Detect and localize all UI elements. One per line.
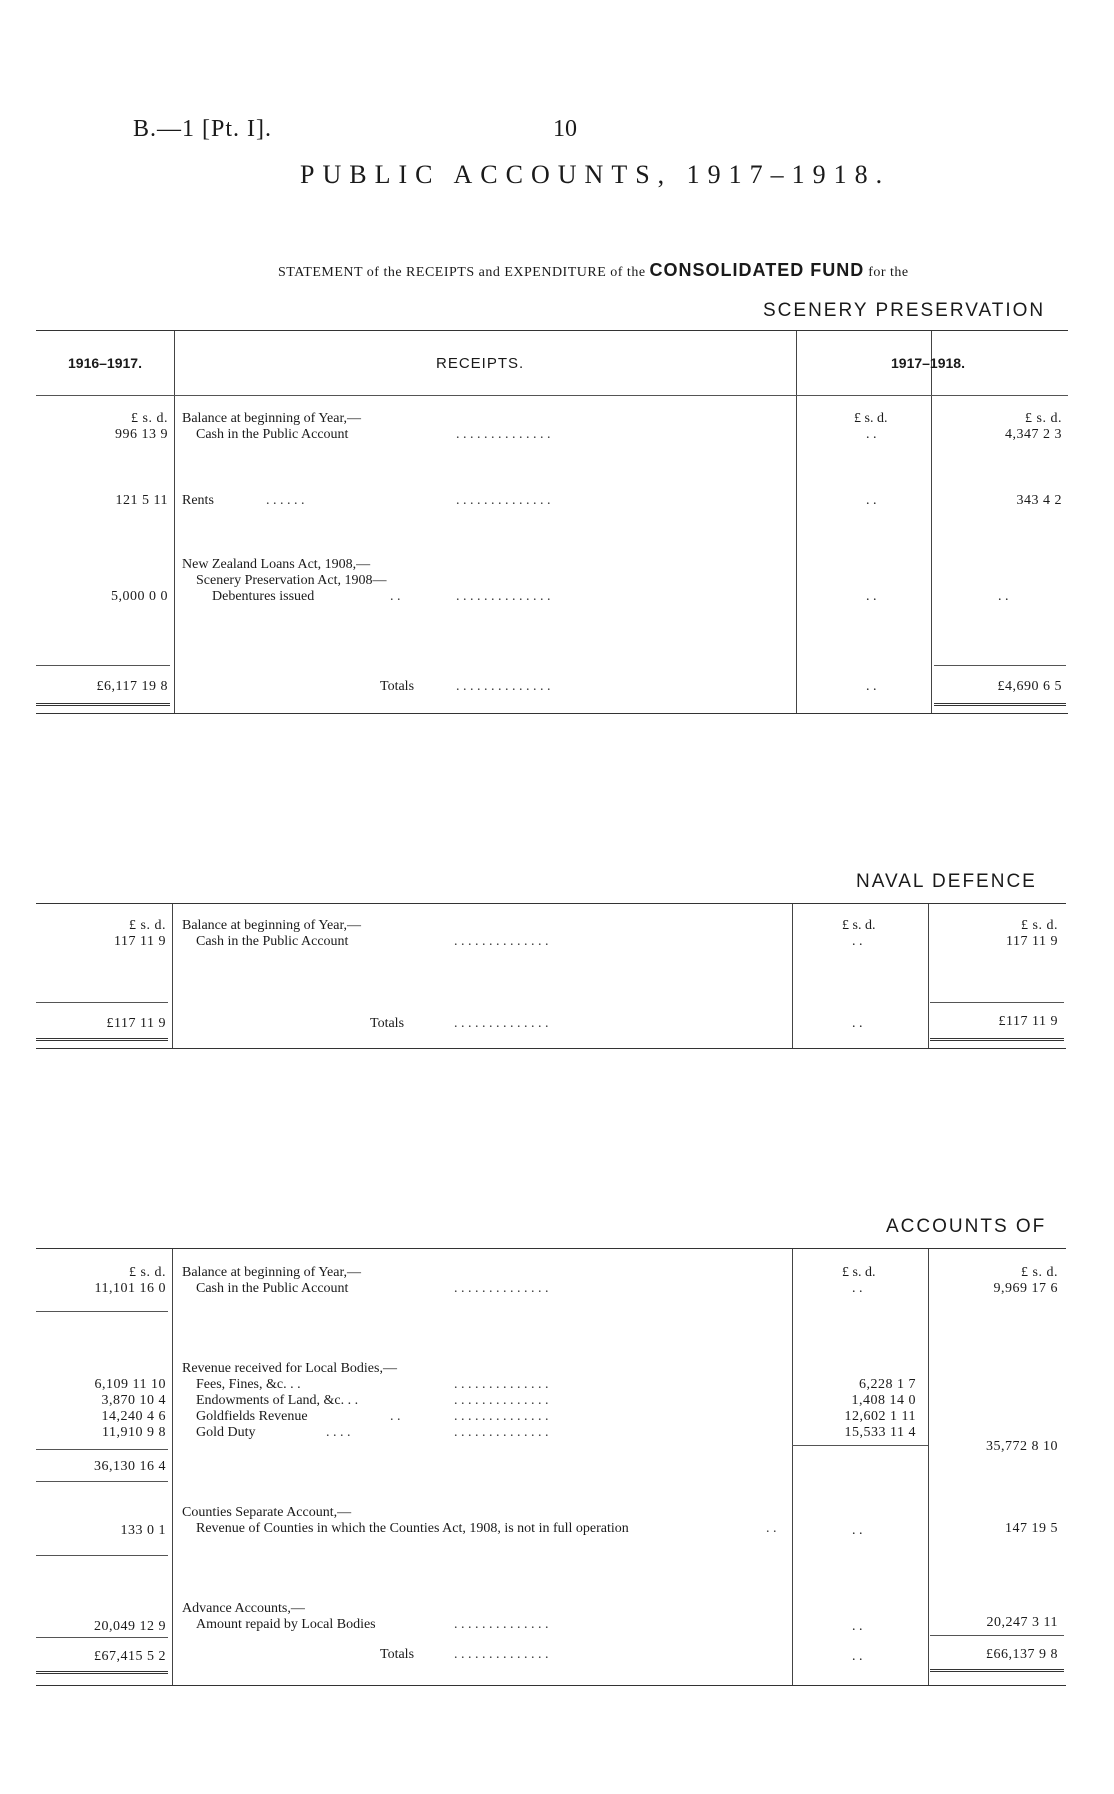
lsd-header-total: £ s. d.: [1021, 1265, 1058, 1280]
double-rule: [36, 703, 170, 706]
leader-dots: . . . . . .: [266, 493, 305, 508]
total-amount: 4,347 2 3: [1005, 427, 1062, 442]
section-title-accounts: ACCOUNTS OF: [886, 1216, 1047, 1237]
total-amount: 20,247 3 11: [986, 1615, 1058, 1630]
row-sublabel: Fees, Fines, &c. . .: [196, 1377, 301, 1392]
subtotal-rule: [36, 1449, 168, 1450]
row-label: Balance at beginning of Year,—: [182, 918, 362, 933]
row-label: Advance Accounts,—: [182, 1601, 305, 1616]
double-rule: [930, 1669, 1064, 1672]
section-title-naval: NAVAL DEFENCE: [856, 871, 1037, 892]
leader-dots: . . . . . . . . . . . . . .: [454, 1377, 549, 1392]
row-label: New Zealand Loans Act, 1908,—: [182, 557, 371, 572]
prev-amount: 3,870 10 4: [101, 1393, 166, 1408]
col-divider: [174, 331, 175, 713]
total-amount: 147 19 5: [1005, 1521, 1058, 1536]
grand-total: £117 11 9: [998, 1014, 1058, 1029]
sub-total: . .: [852, 1649, 863, 1664]
lsd-header-prev: £ s. d.: [129, 918, 166, 933]
row-sublabel: Debentures issued: [212, 589, 315, 604]
sub-amount: . .: [852, 1523, 863, 1538]
sub-amount: 12,602 1 11: [844, 1409, 916, 1424]
row-sublabel: Goldfields Revenue: [196, 1409, 308, 1424]
page-number: 10: [553, 116, 577, 142]
statement-suffix: for the: [868, 265, 909, 280]
leader-dots: . .: [766, 1521, 777, 1536]
row-sublabel: Scenery Preservation Act, 1908—: [196, 573, 387, 588]
total-amount: 9,969 17 6: [993, 1281, 1058, 1296]
sub-amount: . .: [852, 1619, 863, 1634]
lsd-header-total: £ s. d.: [1021, 918, 1058, 933]
col-divider: [172, 904, 173, 1048]
prev-amount: 11,910 9 8: [102, 1425, 166, 1440]
totals-label: Totals: [380, 1647, 415, 1662]
total-amount: 343 4 2: [1016, 493, 1062, 508]
prev-amount: 6,109 11 10: [94, 1377, 166, 1392]
double-rule: [934, 703, 1066, 706]
col-divider: [931, 331, 932, 713]
row-label: Balance at beginning of Year,—: [182, 1265, 362, 1280]
total-amount: . .: [998, 589, 1009, 604]
section-title-scenery: SCENERY PRESERVATION: [763, 300, 1046, 321]
subtotal-rule: [36, 1637, 168, 1638]
prev-amount: 133 0 1: [120, 1523, 166, 1538]
prev-total: £117 11 9: [106, 1016, 166, 1031]
sub-amount: . .: [866, 493, 877, 508]
prev-amount: 117 11 9: [114, 934, 166, 949]
document-code: B.—1 [Pt. I].: [133, 116, 272, 142]
col-divider: [792, 904, 793, 1048]
lsd-header-prev: £ s. d.: [131, 411, 168, 426]
leader-dots: . . . . . . . . . . . . . .: [454, 1393, 549, 1408]
row-sublabel: Cash in the Public Account: [196, 427, 349, 442]
prev-amount: 5,000 0 0: [111, 589, 168, 604]
total-amount: 35,772 8 10: [986, 1439, 1058, 1454]
prev-subtotal: 36,130 16 4: [94, 1459, 166, 1474]
grand-total: £66,137 9 8: [986, 1647, 1058, 1662]
leader-dots: . . . . . . . . . . . . . .: [456, 589, 551, 604]
row-sublabel: Endowments of Land, &c. . .: [196, 1393, 359, 1408]
leader-dots: . . . . . . . . . . . . . .: [454, 1281, 549, 1296]
sub-amount: . .: [852, 934, 863, 949]
sub-amount: 1,408 14 0: [851, 1393, 916, 1408]
prev-amount: 14,240 4 6: [101, 1409, 166, 1424]
row-sublabel: Cash in the Public Account: [196, 934, 349, 949]
prev-amount: 996 13 9: [115, 427, 168, 442]
leader-dots: . . . . . . . . . . . . . .: [454, 1425, 549, 1440]
naval-table: [36, 903, 1066, 1049]
header-rule: [36, 395, 1068, 396]
leader-dots: . . . . . . . . . . . . . .: [454, 1647, 549, 1662]
lsd-header-total: £ s. d.: [1025, 411, 1062, 426]
row-sublabel: Cash in the Public Account: [196, 1281, 349, 1296]
col-header-this-year: 1917–1918.: [891, 355, 965, 371]
subtotal-rule: [36, 665, 170, 666]
leader-dots: . . . . . . . . . . . . . .: [454, 1016, 549, 1031]
page-title: PUBLIC ACCOUNTS, 1917–1918.: [300, 160, 891, 189]
sub-amount: 15,533 11 4: [844, 1425, 916, 1440]
row-label: Balance at beginning of Year,—: [182, 411, 362, 426]
subtotal-rule: [36, 1002, 168, 1003]
totals-label: Totals: [370, 1016, 405, 1031]
totals-label: Totals: [380, 679, 415, 694]
col-header-prev-year: 1916–1917.: [68, 355, 142, 371]
col-divider: [796, 331, 797, 713]
statement-heading: [278, 260, 909, 281]
leader-dots: . .: [390, 1409, 401, 1424]
col-divider: [172, 1249, 173, 1685]
row-sublabel: Gold Duty: [196, 1425, 256, 1440]
row-sublabel: Amount repaid by Local Bodies: [196, 1617, 376, 1632]
prev-amount: 11,101 16 0: [94, 1281, 166, 1296]
prev-total: £67,415 5 2: [94, 1649, 166, 1664]
row-rule: [36, 1555, 168, 1556]
sub-amount: . .: [852, 1281, 863, 1296]
row-label: Counties Separate Account,—: [182, 1505, 352, 1520]
col-header-receipts: RECEIPTS.: [436, 355, 525, 372]
prev-amount: 121 5 11: [115, 493, 168, 508]
double-rule: [930, 1038, 1064, 1041]
row-rule: [36, 1481, 168, 1482]
double-rule: [36, 1671, 168, 1674]
double-rule: [36, 1038, 168, 1041]
col-divider: [928, 904, 929, 1048]
leader-dots: . . . . . . . . . . . . . .: [456, 493, 551, 508]
leader-dots: . . . . . . . . . . . . . .: [456, 427, 551, 442]
subtotal-rule: [930, 1002, 1064, 1003]
subtotal-rule: [792, 1445, 928, 1446]
statement-prefix: STATEMENT of the RECEIPTS and EXPENDITURE of the: [278, 265, 646, 280]
leader-dots: . . . . . . . . . . . . . .: [456, 679, 551, 694]
grand-total: £4,690 6 5: [997, 679, 1062, 694]
lsd-header-sub: £ s. d.: [854, 411, 888, 426]
sub-total: . .: [852, 1016, 863, 1031]
row-sublabel: Revenue of Counties in which the Counties Act, 1908, is not in full operation: [196, 1521, 629, 1536]
col-divider: [928, 1249, 929, 1685]
lsd-header-sub: £ s. d.: [842, 918, 876, 933]
row-label: Revenue received for Local Bodies,—: [182, 1361, 397, 1376]
sub-total: . .: [866, 679, 877, 694]
leader-dots: . . . . . . . . . . . . . .: [454, 1409, 549, 1424]
prev-amount: 20,049 12 9: [94, 1619, 166, 1634]
row-rule: [36, 1311, 168, 1312]
prev-total: £6,117 19 8: [96, 679, 168, 694]
row-label: Rents: [182, 493, 214, 508]
sub-amount: . .: [866, 427, 877, 442]
total-amount: 117 11 9: [1006, 934, 1058, 949]
leader-dots: . . . . . . . . . . . . . .: [454, 1617, 549, 1632]
accounts-table: [36, 1248, 1066, 1686]
lsd-header-sub: £ s. d.: [842, 1265, 876, 1280]
leader-dots: . . . . . . . . . . . . . .: [454, 934, 549, 949]
lsd-header-prev: £ s. d.: [129, 1265, 166, 1280]
statement-fund: CONSOLIDATED FUND: [649, 260, 865, 280]
leader-dots: . .: [390, 589, 401, 604]
subtotal-rule: [930, 1635, 1064, 1636]
sub-amount: . .: [866, 589, 877, 604]
leader-dots: . . . .: [326, 1425, 351, 1440]
sub-amount: 6,228 1 7: [859, 1377, 916, 1392]
col-divider: [792, 1249, 793, 1685]
scenery-table: [36, 330, 1068, 714]
subtotal-rule: [934, 665, 1066, 666]
